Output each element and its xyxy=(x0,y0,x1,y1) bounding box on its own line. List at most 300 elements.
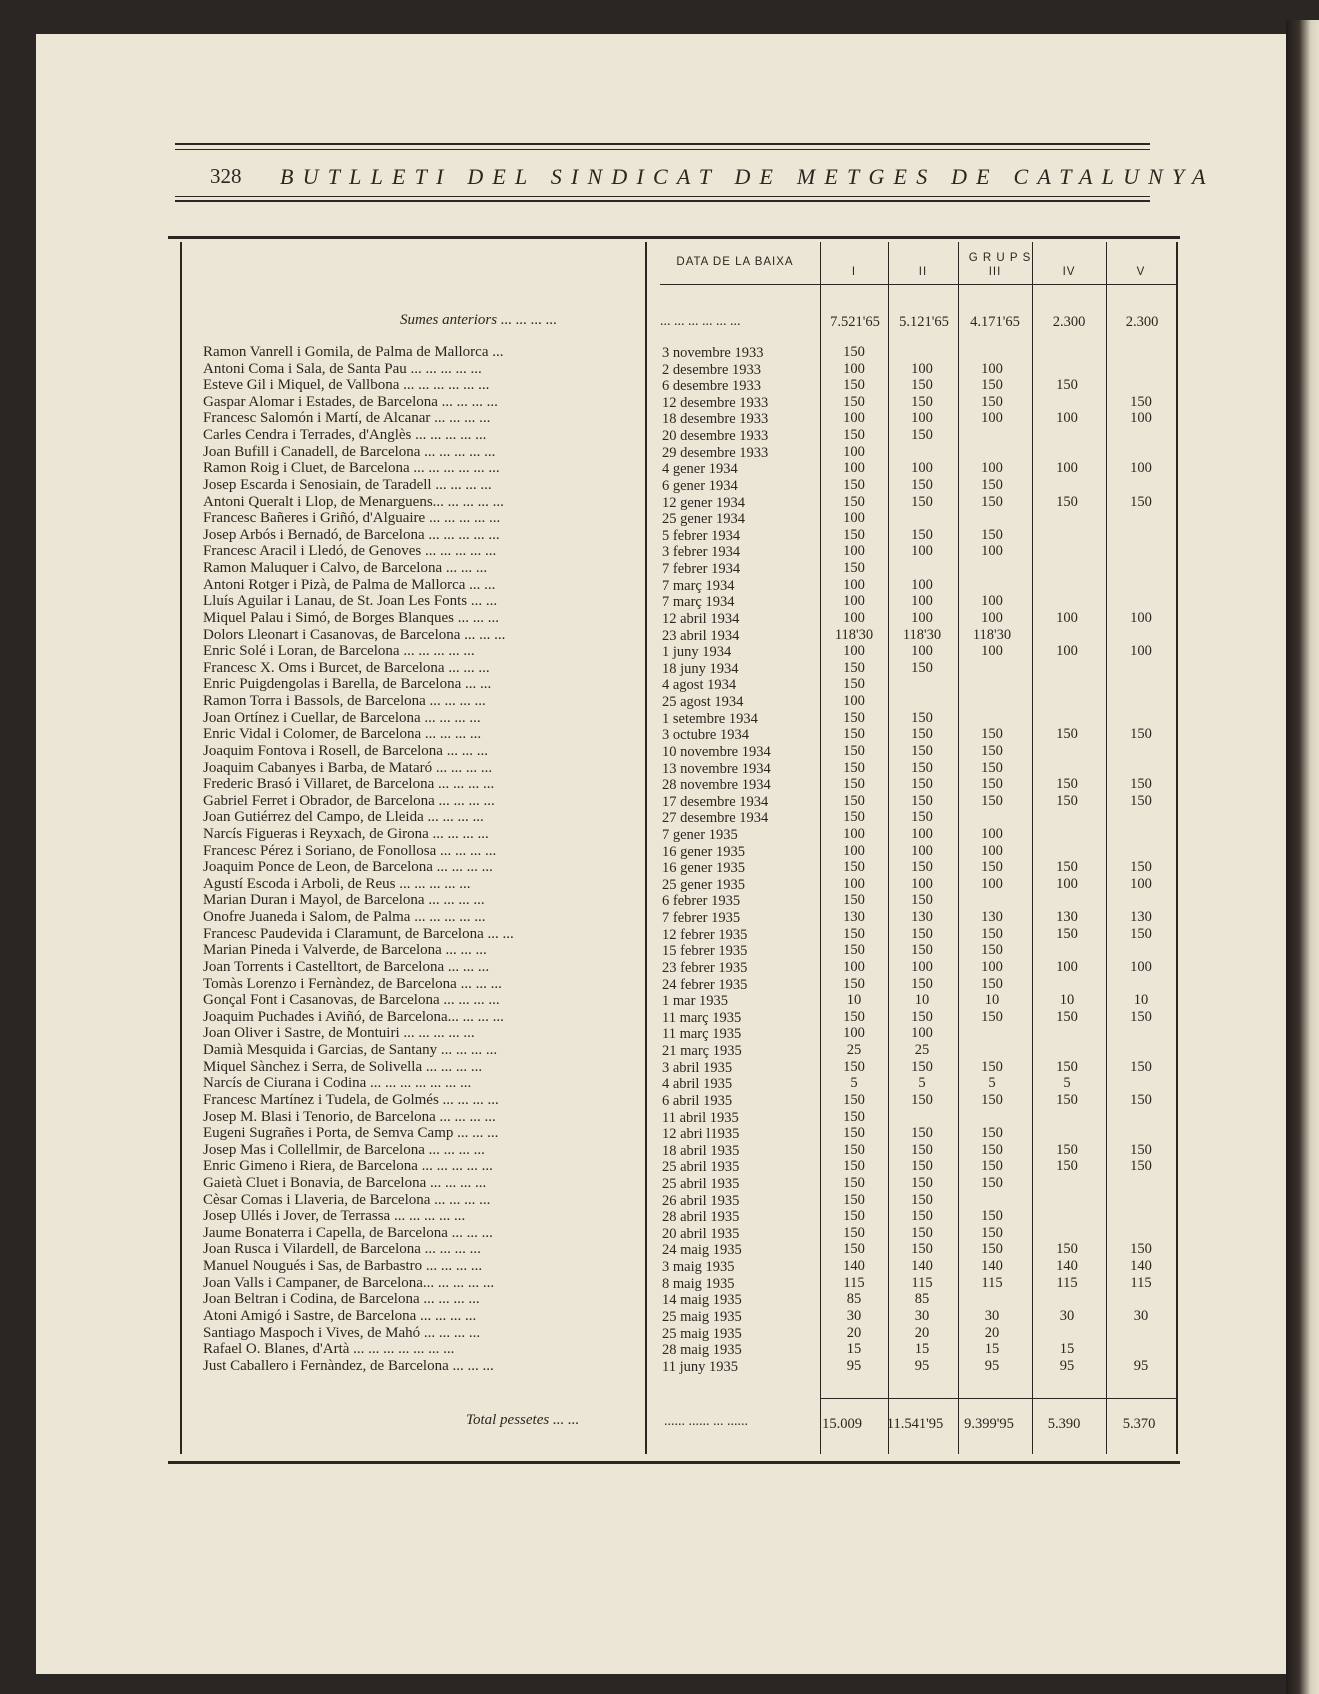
row-date: 16 gener 1935 xyxy=(662,843,745,860)
row-date: 6 febrer 1935 xyxy=(662,893,741,910)
row-group-value: 100 xyxy=(981,543,1003,560)
row-group-value: 25 xyxy=(846,1042,862,1059)
row-group-value: 100 xyxy=(1056,460,1078,477)
row-group-value: 150 xyxy=(1056,1058,1078,1075)
row-group-value: 150 xyxy=(1130,792,1152,809)
row-group-value: 150 xyxy=(1056,859,1078,876)
total-group-iii: 9.399'95 xyxy=(964,1416,1014,1432)
row-group-value: 95 xyxy=(846,1357,862,1374)
row-group-value: 140 xyxy=(843,1258,865,1275)
row-group-value: 100 xyxy=(981,875,1003,892)
row-name: Josep Mas i Collellmir, de Barcelona ... ... ... ... xyxy=(203,1141,485,1158)
row-name: Francesc Bañeres i Griñó, d'Alguaire ... ... ... ... ... xyxy=(203,510,501,527)
row-name: Ramon Maluquer i Calvo, de Barcelona ... ... ... xyxy=(203,560,488,577)
row-group-value: 150 xyxy=(981,1158,1003,1175)
row-group-value: 150 xyxy=(1130,1058,1152,1075)
row-group-value: 15 xyxy=(1059,1341,1075,1358)
row-group-value xyxy=(1106,1208,1176,1224)
row-group-value: 150 xyxy=(843,659,865,676)
row-group-value: 100 xyxy=(1130,643,1152,660)
row-group-value: 150 xyxy=(843,925,865,942)
row-group-value: 30 xyxy=(1133,1307,1149,1324)
row-date: 12 abril 1934 xyxy=(662,610,740,627)
row-group-value: 100 xyxy=(1130,958,1152,975)
row-group-value xyxy=(1106,1125,1176,1141)
row-date: 3 abril 1935 xyxy=(662,1059,733,1076)
row-group-value: 100 xyxy=(981,410,1003,427)
row-group-value: 150 xyxy=(1056,726,1078,743)
row-name: Atoni Amigó i Sastre, de Barcelona ... ... ... ... xyxy=(203,1307,477,1324)
row-date: 25 gener 1934 xyxy=(662,511,745,528)
row-name: Josep M. Blasi i Tenorio, de Barcelona ... ... ... ... xyxy=(203,1108,496,1125)
row-group-value xyxy=(957,676,1027,692)
row-group-value: 150 xyxy=(1056,377,1078,394)
row-name: Joan Torrents i Castelltort, de Barcelona ... ... ... xyxy=(203,958,490,975)
row-group-value: 10 xyxy=(1059,992,1075,1009)
row-group-value: 150 xyxy=(843,726,865,743)
row-group-value: 150 xyxy=(911,1175,933,1191)
row-group-value xyxy=(1032,976,1102,992)
row-group-value: 118'30 xyxy=(902,626,942,643)
total-label: Total pessetes ... ... xyxy=(466,1412,580,1428)
row-group-value: 150 xyxy=(843,676,865,693)
row-group-value xyxy=(957,1042,1027,1058)
row-group-value xyxy=(1106,676,1176,692)
row-date: 24 febrer 1935 xyxy=(662,976,748,993)
previous-sum-group-v: 2.300 xyxy=(1125,314,1159,330)
row-group-value: 150 xyxy=(843,393,865,410)
row-name: Gaietà Cluet i Bonavia, de Barcelona ... ... ... ... xyxy=(203,1175,487,1191)
row-date: 16 gener 1935 xyxy=(662,860,745,877)
row-name: Marian Pineda i Valverde, de Barcelona ... ... ... xyxy=(203,942,487,959)
previous-sum-group-iv: 2.300 xyxy=(1052,314,1086,330)
row-group-value: 150 xyxy=(981,1141,1003,1158)
row-group-value xyxy=(1032,1042,1102,1058)
row-group-value: 150 xyxy=(1130,393,1152,410)
row-group-value xyxy=(957,1025,1027,1041)
row-group-value: 118'30 xyxy=(972,626,1012,643)
row-group-value xyxy=(1106,843,1176,859)
total-group-ii: 11.541'95 xyxy=(886,1416,944,1432)
row-name: Joaquim Fontova i Rosell, de Barcelona ... ... ... xyxy=(203,742,488,759)
row-group-value xyxy=(1032,344,1102,360)
row-group-value xyxy=(1106,627,1176,643)
row-date: 6 desembre 1933 xyxy=(662,378,762,395)
row-date: 4 gener 1934 xyxy=(662,461,738,478)
row-date: 3 maig 1935 xyxy=(662,1259,735,1276)
row-name: Josep Ullés i Jover, de Terrassa ... ... ... ... ... xyxy=(203,1208,466,1225)
row-group-value: 100 xyxy=(981,360,1003,377)
row-group-value: 150 xyxy=(843,1241,865,1258)
row-group-value: 150 xyxy=(911,1058,933,1075)
row-group-value: 100 xyxy=(911,842,933,859)
row-date: 26 abril 1935 xyxy=(662,1192,740,1209)
row-name: Miquel Palau i Simó, de Borges Blanques ... ... ... xyxy=(203,609,499,626)
row-name: Agustí Escoda i Arboli, de Reus ... ... ... ... ... xyxy=(203,875,471,892)
row-name: Joan Valls i Campaner, de Barcelona... ... ... ... ... xyxy=(203,1274,495,1291)
row-date: 20 abril 1935 xyxy=(662,1225,740,1242)
row-group-value xyxy=(1106,427,1176,443)
row-group-value xyxy=(957,693,1027,709)
row-group-value xyxy=(887,1109,957,1125)
row-group-value: 100 xyxy=(843,958,865,975)
row-group-value xyxy=(957,892,1027,908)
row-group-value: 10 xyxy=(984,992,1000,1009)
row-group-value: 150 xyxy=(911,659,933,676)
row-group-value xyxy=(1106,527,1176,543)
total-group-iv: 5.390 xyxy=(1047,1416,1081,1432)
row-group-value: 5 xyxy=(918,1075,926,1092)
row-group-value: 100 xyxy=(843,510,865,527)
row-group-value xyxy=(887,444,957,460)
row-group-value xyxy=(1106,477,1176,493)
row-name: Rafael O. Blanes, d'Artà ... ... ... ... ... ... ... xyxy=(203,1341,455,1358)
row-group-value: 150 xyxy=(981,859,1003,876)
row-group-value: 150 xyxy=(981,1224,1003,1241)
row-group-value: 150 xyxy=(911,726,933,743)
row-group-value: 150 xyxy=(843,792,865,809)
row-group-value: 150 xyxy=(911,1158,933,1175)
row-group-value: 140 xyxy=(1130,1258,1152,1275)
row-group-value: 100 xyxy=(1130,875,1152,892)
row-group-value: 15 xyxy=(914,1341,930,1358)
row-group-value: 30 xyxy=(914,1307,930,1324)
row-date: 15 febrer 1935 xyxy=(662,943,748,960)
row-name: Joan Beltran i Codina, de Barcelona ... ... ... ... xyxy=(203,1291,480,1308)
row-group-value: 150 xyxy=(1056,1008,1078,1025)
row-group-value xyxy=(1106,710,1176,726)
row-group-value: 100 xyxy=(911,410,933,427)
row-group-value: 150 xyxy=(911,1091,933,1108)
row-group-value xyxy=(1106,1109,1176,1125)
row-date: 12 febrer 1935 xyxy=(662,926,748,943)
previous-sum-group-i: 7.521'65 xyxy=(830,314,880,330)
row-group-value: 150 xyxy=(843,1091,865,1108)
row-date: 3 octubre 1934 xyxy=(662,727,749,744)
row-group-value: 150 xyxy=(1056,1158,1078,1175)
date-column-divider xyxy=(645,242,647,1454)
total-rule xyxy=(820,1398,1176,1399)
row-group-value: 95 xyxy=(984,1357,1000,1374)
row-group-value: 100 xyxy=(1130,410,1152,427)
row-date: 3 novembre 1933 xyxy=(662,345,764,361)
row-group-value: 20 xyxy=(914,1324,930,1341)
row-group-value xyxy=(1106,593,1176,609)
row-group-value xyxy=(1106,577,1176,593)
row-group-value: 150 xyxy=(981,942,1003,959)
row-name: Cèsar Comas i Llaveria, de Barcelona ... ... ... ... xyxy=(203,1191,491,1208)
row-group-value: 115 xyxy=(1056,1274,1078,1291)
row-group-value: 150 xyxy=(1056,493,1078,510)
row-name: Dolors Lleonart i Casanovas, de Barcelona ... ... ... xyxy=(203,626,506,643)
row-group-value xyxy=(1032,1325,1102,1341)
row-group-value: 150 xyxy=(981,759,1003,776)
row-group-value: 150 xyxy=(1130,1008,1152,1025)
table-right-border xyxy=(1176,242,1178,1454)
row-group-value: 150 xyxy=(981,776,1003,793)
row-group-value xyxy=(957,427,1027,443)
row-group-value: 115 xyxy=(981,1274,1003,1291)
row-date: 8 maig 1935 xyxy=(662,1275,735,1292)
row-group-value xyxy=(1106,1042,1176,1058)
row-group-value xyxy=(1032,743,1102,759)
row-group-value xyxy=(1032,1109,1102,1125)
row-name: Ramon Torra i Bassols, de Barcelona ... ... ... ... xyxy=(203,693,486,710)
table-left-border xyxy=(180,242,182,1454)
row-group-value xyxy=(1106,1341,1176,1357)
row-group-value: 150 xyxy=(911,925,933,942)
header-rule-bottom-thick xyxy=(175,200,1150,202)
row-group-value: 150 xyxy=(981,726,1003,743)
row-date: 7 març 1934 xyxy=(662,594,735,611)
group-header: III xyxy=(988,266,1002,278)
row-group-value: 130 xyxy=(1056,909,1078,926)
row-group-value: 100 xyxy=(843,825,865,842)
row-group-value: 100 xyxy=(911,593,933,610)
row-group-value: 150 xyxy=(843,942,865,959)
row-name: Miquel Sànchez i Serra, de Solivella ... ... ... ... xyxy=(203,1058,483,1075)
row-date: 7 març 1934 xyxy=(662,577,735,594)
row-group-value: 100 xyxy=(843,1025,865,1042)
row-group-value: 100 xyxy=(911,875,933,892)
row-group-value: 100 xyxy=(911,1025,933,1042)
row-group-value: 150 xyxy=(843,1058,865,1075)
row-group-value: 150 xyxy=(911,942,933,959)
row-group-value: 25 xyxy=(914,1042,930,1059)
row-group-value: 150 xyxy=(981,975,1003,992)
row-group-value xyxy=(887,560,957,576)
row-group-value: 150 xyxy=(843,776,865,793)
row-group-value: 150 xyxy=(981,526,1003,543)
row-group-value xyxy=(1032,394,1102,410)
row-group-value: 150 xyxy=(1130,493,1152,510)
row-date: 25 agost 1934 xyxy=(662,694,744,711)
row-group-value: 130 xyxy=(843,909,865,926)
row-date: 7 febrer 1934 xyxy=(662,561,741,578)
row-group-value: 150 xyxy=(981,476,1003,493)
row-group-value: 100 xyxy=(981,460,1003,477)
row-group-value: 150 xyxy=(843,1125,865,1142)
row-name: Enric Solé i Loran, de Barcelona ... ... ... ... ... xyxy=(203,643,475,660)
row-group-value xyxy=(957,660,1027,676)
row-name: Francesc X. Oms i Burcet, de Barcelona ... ... ... xyxy=(203,659,490,676)
row-group-value: 140 xyxy=(1056,1258,1078,1275)
row-name: Ramon Vanrell i Gomila, de Palma de Mallorca ... xyxy=(203,344,504,360)
row-date: 28 novembre 1934 xyxy=(662,777,771,794)
row-group-value xyxy=(1106,510,1176,526)
row-date: 17 desembre 1934 xyxy=(662,793,769,810)
row-group-value: 100 xyxy=(1056,410,1078,427)
row-group-value: 150 xyxy=(843,1208,865,1225)
row-group-value: 30 xyxy=(984,1307,1000,1324)
row-group-value: 150 xyxy=(911,859,933,876)
row-group-value: 150 xyxy=(911,975,933,992)
date-column-header: DATA DE LA BAIXA xyxy=(676,256,794,268)
row-group-value xyxy=(887,676,957,692)
row-group-value: 10 xyxy=(846,992,862,1009)
row-group-value xyxy=(887,344,957,360)
row-date: 18 desembre 1933 xyxy=(662,411,769,428)
row-group-value xyxy=(957,444,1027,460)
row-group-value: 150 xyxy=(911,493,933,510)
row-name: Francesc Paudevida i Claramunt, de Barcelona ... ... xyxy=(203,925,514,942)
group-header: V xyxy=(1136,266,1146,278)
row-group-value: 100 xyxy=(1056,958,1078,975)
row-group-value: 150 xyxy=(981,1008,1003,1025)
row-group-value: 150 xyxy=(843,892,865,909)
row-date: 28 maig 1935 xyxy=(662,1342,742,1359)
row-group-value: 150 xyxy=(911,759,933,776)
row-group-value: 95 xyxy=(914,1357,930,1374)
row-name: Josep Escarda i Senosiain, de Taradell ... ... ... ... xyxy=(203,476,492,493)
row-group-value: 150 xyxy=(843,344,865,360)
row-group-value: 150 xyxy=(911,742,933,759)
row-date: 20 desembre 1933 xyxy=(662,428,769,445)
row-name: Enric Puigdengolas i Barella, de Barcelona ... ... xyxy=(203,676,492,693)
row-group-value: 150 xyxy=(843,526,865,543)
row-group-value xyxy=(1106,344,1176,360)
row-group-value xyxy=(1106,942,1176,958)
row-date: 27 desembre 1934 xyxy=(662,810,769,827)
row-name: Francesc Salomón i Martí, de Alcanar ... ... ... ... xyxy=(203,410,491,427)
row-group-value: 100 xyxy=(1056,643,1078,660)
row-group-value: 115 xyxy=(1130,1274,1152,1291)
row-group-value xyxy=(1032,1291,1102,1307)
row-name: Esteve Gil i Miquel, de Vallbona ... ... ... ... ... ... xyxy=(203,377,490,394)
row-group-value xyxy=(1032,1125,1102,1141)
header-rule-top-thin xyxy=(175,149,1150,150)
row-name: Enric Gimeno i Riera, de Barcelona ... ... ... ... ... xyxy=(203,1158,493,1175)
row-group-value: 150 xyxy=(843,1158,865,1175)
row-name: Francesc Martínez i Tudela, de Golmés ... ... ... ... xyxy=(203,1091,499,1108)
row-group-value xyxy=(1106,1192,1176,1208)
row-group-value: 150 xyxy=(1056,792,1078,809)
row-group-value: 150 xyxy=(911,1224,933,1241)
row-date: 25 abril 1935 xyxy=(662,1176,740,1192)
row-group-value: 100 xyxy=(911,576,933,593)
row-name: Joan Rusca i Vilardell, de Barcelona ... ... ... ... xyxy=(203,1241,481,1258)
row-group-value xyxy=(1032,1025,1102,1041)
row-date: 10 novembre 1934 xyxy=(662,743,771,760)
journal-title: BUTLLETI DEL SINDICAT DE METGES DE CATALUNYA xyxy=(280,164,1215,189)
row-group-value: 100 xyxy=(911,643,933,660)
book-spine-shadow xyxy=(1286,20,1319,1694)
row-group-value: 150 xyxy=(911,709,933,726)
row-group-value xyxy=(1106,543,1176,559)
row-group-value: 150 xyxy=(1056,1241,1078,1258)
row-name: Jaume Bonaterra i Capella, de Barcelona ... ... ... xyxy=(203,1224,493,1241)
previous-sum-group-ii: 5.121'65 xyxy=(899,314,949,330)
row-group-value: 150 xyxy=(1130,726,1152,743)
row-group-value xyxy=(1106,976,1176,992)
row-group-value: 150 xyxy=(981,1091,1003,1108)
row-date: 23 abril 1934 xyxy=(662,627,740,644)
total-dots: ...... ...... ... ...... xyxy=(664,1414,748,1429)
row-date: 25 abril 1935 xyxy=(662,1159,740,1176)
row-group-value: 150 xyxy=(911,1241,933,1258)
row-date: 6 gener 1934 xyxy=(662,477,738,494)
row-name: Joan Gutiérrez del Campo, de Lleida ... ... ... ... xyxy=(203,809,484,826)
row-name: Onofre Juaneda i Salom, de Palma ... ... ... ... ... xyxy=(203,909,486,926)
row-group-value xyxy=(1032,543,1102,559)
row-group-value xyxy=(1106,1075,1176,1091)
row-group-value xyxy=(1106,444,1176,460)
row-group-value: 100 xyxy=(981,825,1003,842)
row-group-value xyxy=(1106,1025,1176,1041)
row-group-value: 150 xyxy=(981,377,1003,394)
row-group-value: 100 xyxy=(843,460,865,477)
row-group-value: 100 xyxy=(911,609,933,626)
previous-sums-dots: ... ... ... ... ... ... xyxy=(660,314,741,329)
row-group-value xyxy=(1032,1208,1102,1224)
row-name: Francesc Pérez i Soriano, de Fonollosa ... ... ... ... xyxy=(203,842,497,859)
row-group-value xyxy=(1032,577,1102,593)
row-group-value: 95 xyxy=(1133,1357,1149,1374)
row-group-value: 150 xyxy=(911,1008,933,1025)
row-group-value xyxy=(957,809,1027,825)
row-name: Santiago Maspoch i Vives, de Mahó ... ... ... ... xyxy=(203,1324,481,1341)
row-group-value: 150 xyxy=(1130,776,1152,793)
row-group-value xyxy=(1032,477,1102,493)
row-name: Tomàs Lorenzo i Fernàndez, de Barcelona ... ... ... xyxy=(203,975,502,992)
row-group-value: 150 xyxy=(843,859,865,876)
row-date: 4 abril 1935 xyxy=(662,1076,733,1093)
row-group-value: 150 xyxy=(1130,1091,1152,1108)
row-group-value: 100 xyxy=(843,643,865,660)
row-group-value xyxy=(1106,361,1176,377)
row-group-value: 5 xyxy=(1063,1075,1071,1092)
row-group-value: 100 xyxy=(911,460,933,477)
row-group-value: 100 xyxy=(843,360,865,377)
total-group-v: 5.370 xyxy=(1122,1416,1156,1432)
row-group-value: 115 xyxy=(911,1274,933,1291)
row-date: 12 desembre 1933 xyxy=(662,394,769,411)
row-group-value: 150 xyxy=(843,1008,865,1025)
row-date: 11 març 1935 xyxy=(662,1009,742,1026)
row-group-value: 150 xyxy=(911,526,933,543)
header-rule-top xyxy=(175,143,1150,145)
row-group-value: 150 xyxy=(981,1058,1003,1075)
row-group-value: 150 xyxy=(1130,1141,1152,1158)
row-name: Josep Arbós i Bernadó, de Barcelona ... ... ... ... ... xyxy=(203,526,500,543)
row-group-value xyxy=(1032,760,1102,776)
row-date: 5 febrer 1934 xyxy=(662,527,741,544)
row-date: 14 maig 1935 xyxy=(662,1292,742,1309)
row-date: 25 maig 1935 xyxy=(662,1325,742,1342)
row-group-value: 100 xyxy=(1130,609,1152,626)
group-header: IV xyxy=(1062,266,1076,278)
row-group-value: 150 xyxy=(843,377,865,394)
row-group-value: 10 xyxy=(914,992,930,1009)
row-group-value: 150 xyxy=(843,709,865,726)
row-group-value: 150 xyxy=(981,393,1003,410)
group-header: II xyxy=(918,266,928,278)
row-group-value: 150 xyxy=(1130,859,1152,876)
row-group-value: 150 xyxy=(843,809,865,826)
row-name: Francesc Aracil i Lledó, de Genoves ... ... ... ... ... xyxy=(203,543,497,560)
row-group-value: 15 xyxy=(984,1341,1000,1358)
row-group-value: 150 xyxy=(981,1241,1003,1258)
row-date: 24 maig 1935 xyxy=(662,1242,742,1259)
row-group-value: 150 xyxy=(911,1191,933,1208)
row-date: 7 gener 1935 xyxy=(662,826,738,843)
row-group-value xyxy=(1032,593,1102,609)
row-group-value: 100 xyxy=(911,543,933,560)
row-group-value: 30 xyxy=(846,1307,862,1324)
row-group-value: 100 xyxy=(843,410,865,427)
row-group-value xyxy=(1106,660,1176,676)
row-group-value: 100 xyxy=(981,593,1003,610)
